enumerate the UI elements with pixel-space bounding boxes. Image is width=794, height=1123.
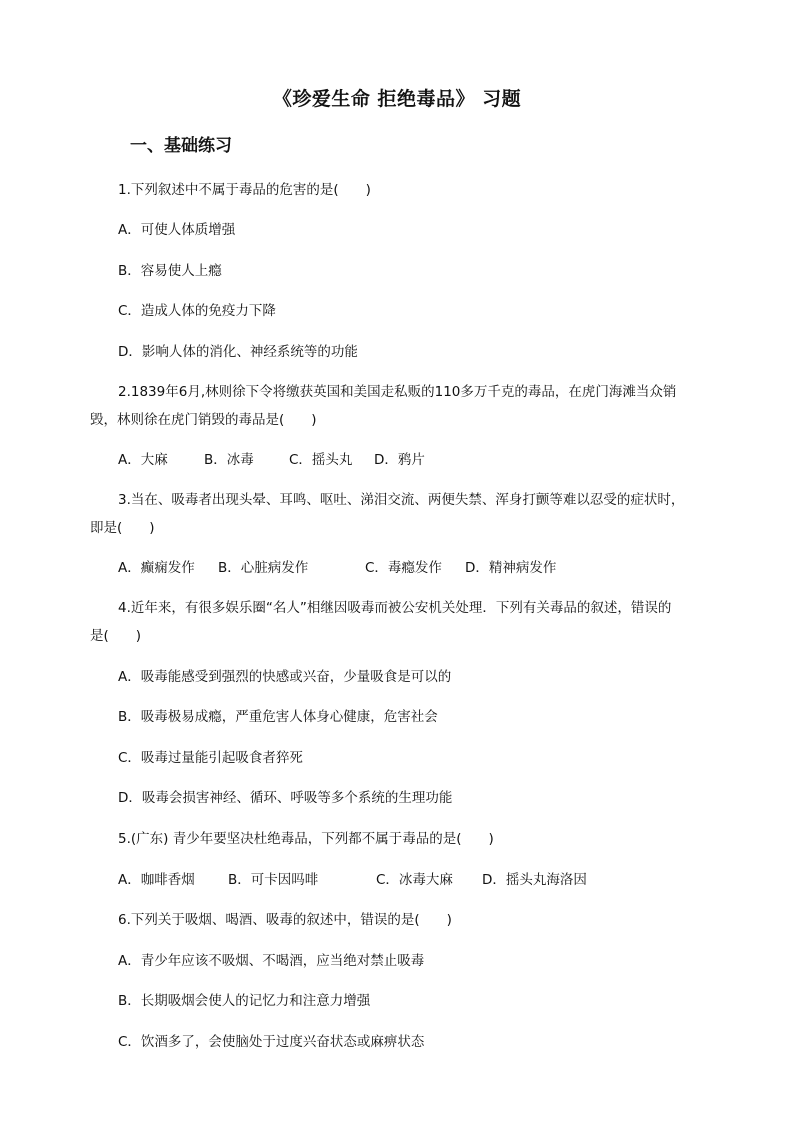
- question-4-option-d: D．吸毒会损害神经、循环、呼吸等多个系统的生理功能: [118, 790, 453, 806]
- question-6-option-b: B．长期吸烟会使人的记忆力和注意力增强: [118, 993, 371, 1009]
- question-5-option-c: C．冰毒大麻: [376, 872, 453, 888]
- question-3-stem-line-2: 即是( ): [90, 520, 155, 536]
- question-5-option-d: D．摇头丸海洛因: [482, 872, 587, 888]
- question-1-option-b: B．容易使人上瘾: [118, 263, 222, 279]
- question-4-stem-line-2: 是( ): [90, 628, 142, 644]
- question-2-options-row: [118, 451, 425, 469]
- question-3-stem-line-1: 3.当在、吸毒者出现头晕、耳鸣、呕吐、涕泪交流、两便失禁、浑身打颤等难以忍受的症状时，: [118, 492, 685, 508]
- question-3-option-b: B．心脏病发作: [218, 560, 309, 576]
- question-3-options-row: [118, 559, 556, 577]
- question-3-option-d: D．精神病发作: [465, 560, 557, 576]
- question-4-option-b: B．吸毒极易成瘾，严重危害人体身心健康，危害社会: [118, 709, 438, 725]
- question-2-stem-line-2: 毁，林则徐在虎门销毁的毒品是( ): [90, 412, 317, 428]
- question-4-option-a: A．吸毒能感受到强烈的快感或兴奋，少量吸食是可以的: [118, 669, 452, 685]
- section-heading-basic-practice: 一、基础练习: [130, 136, 232, 156]
- question-1-option-c: C．造成人体的免疫力下降: [118, 303, 276, 319]
- question-6-stem: 6.下列关于吸烟、喝酒、吸毒的叙述中，错误的是( ): [118, 912, 452, 928]
- question-1-option-d: D．影响人体的消化、神经系统等的功能: [118, 344, 358, 360]
- question-5-option-b: B．可卡因吗啡: [228, 872, 319, 888]
- question-4-stem-line-1: 4.近年来，有很多娱乐圈“名人”相继因吸毒而被公安机关处理．下列有关毒品的叙述，错误的: [118, 600, 672, 616]
- question-1-option-a: A．可使人体质增强: [118, 222, 236, 238]
- question-2-option-c: C．摇头丸: [289, 452, 353, 468]
- question-4-option-c: C．吸毒过量能引起吸食者猝死: [118, 750, 303, 766]
- question-2-stem-line-1: 2.1839年6月,林则徐下令将缴获英国和美国走私贩的110多万千克的毒品，在虎门海滩当众销: [118, 384, 677, 400]
- question-6-option-a: A．青少年应该不吸烟、不喝酒，应当绝对禁止吸毒: [118, 953, 425, 969]
- question-1-stem: 1.下列叙述中不属于毒品的危害的是( ): [118, 182, 371, 198]
- question-2-option-d: D．鸦片: [374, 452, 425, 468]
- question-2-option-a: A．大麻: [118, 452, 168, 468]
- question-5-options-row: [118, 871, 587, 889]
- question-3-option-a: A．癫痫发作: [118, 560, 195, 576]
- document-title: 《珍爱生命 拒绝毒品》 习题: [272, 88, 522, 110]
- question-5-stem: 5.(广东) 青少年要坚决杜绝毒品，下列都不属于毒品的是( ): [118, 831, 494, 847]
- question-5-option-a: A．咖啡香烟: [118, 872, 195, 888]
- question-2-option-b: B．冰毒: [204, 452, 254, 468]
- question-3-option-c: C．毒瘾发作: [365, 560, 442, 576]
- question-6-option-c: C．饮酒多了，会使脑处于过度兴奋状态或麻痹状态: [118, 1034, 425, 1050]
